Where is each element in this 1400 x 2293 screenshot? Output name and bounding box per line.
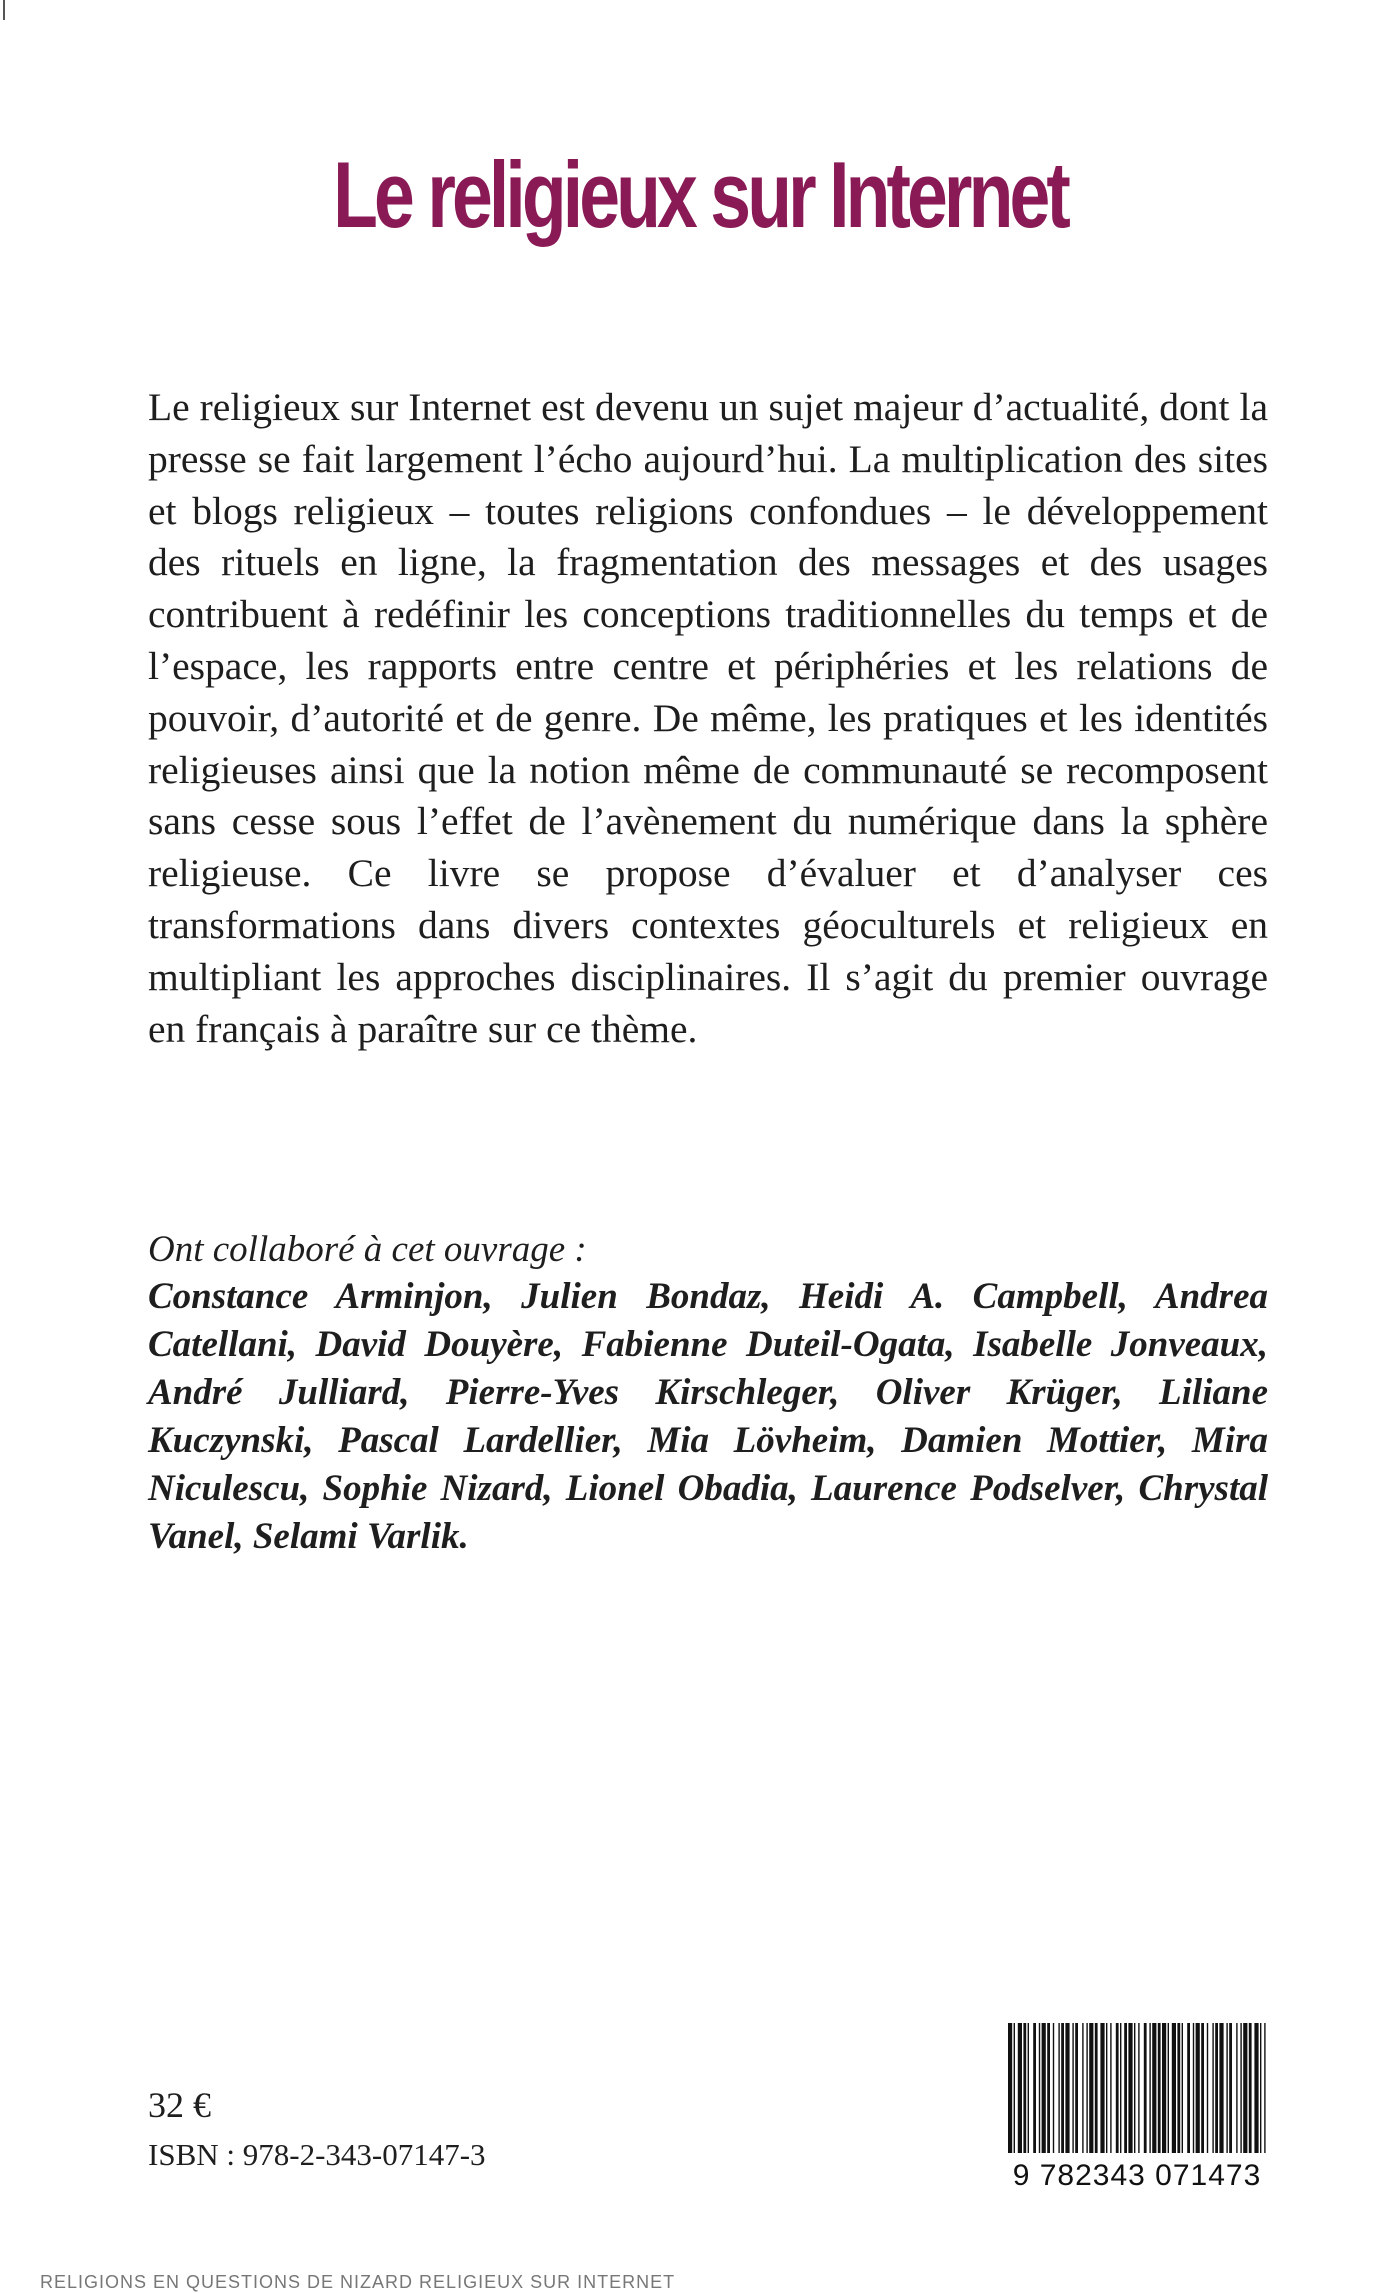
barcode-bars — [1002, 2019, 1272, 2161]
book-title: Le religieux sur Internet — [333, 142, 1067, 247]
barcode-bar — [1168, 2023, 1169, 2153]
barcode-bar — [1116, 2023, 1119, 2153]
barcode-bar — [1260, 2023, 1261, 2153]
barcode-bar — [1172, 2023, 1176, 2153]
barcode-bar — [1018, 2023, 1022, 2153]
barcode-bar — [1023, 2023, 1026, 2153]
barcode-bar — [1047, 2023, 1050, 2153]
barcode-bar — [1134, 2023, 1135, 2153]
barcode-bar — [1177, 2023, 1180, 2153]
barcode-bar — [1042, 2023, 1046, 2153]
barcode-bar — [1100, 2023, 1104, 2153]
barcode-bar — [1254, 2023, 1258, 2153]
isbn: ISBN : 978-2-343-07147-3 — [148, 2137, 486, 2172]
barcode-bar — [1065, 2023, 1069, 2153]
crop-mark — [3, 0, 5, 20]
price: 32 € — [148, 2085, 211, 2125]
barcode-bar — [1226, 2023, 1227, 2153]
barcode-bar — [1187, 2023, 1190, 2153]
barcode-bar — [1124, 2023, 1127, 2153]
barcode-bar — [1264, 2023, 1265, 2153]
barcode-bar — [1072, 2023, 1073, 2153]
barcode — [1002, 2019, 1272, 2197]
barcode-bar — [1008, 2023, 1012, 2153]
barcode-bar — [1144, 2023, 1147, 2153]
barcode-bar — [1162, 2023, 1166, 2153]
barcode-bar — [1058, 2023, 1059, 2153]
barcode-bar — [1086, 2023, 1087, 2153]
barcode-bar — [1120, 2023, 1121, 2153]
barcode-bar — [1110, 2023, 1111, 2153]
abstract-text: Le religieux sur Internet est devenu un sujet majeur d’actualité, dont la presse se fait largement l’écho aujourd’hui. La multiplication des sites et blogs religieux – toutes religions confondues – le développement des rituels en ligne, la fragmentation des messages et des usages contribuent à redéfinir les conceptions traditionnelles du temps et de l’espace, les rapports entre centre et périphéries et les relations de pouvoir, d’autorité et de genre. De même, les pratiques et les identités religieuses ainsi que la notion même de communauté se recomposent sans cesse sous l’effet de l’avènement du numérique dans la sphère religieuse. Ce livre se propose d’évaluer et d’analyser ces transformations dans divers contextes géoculturels et religieux en multipliant les approches disciplinaires. Il s’agit du premier ouvrage en français à paraître sur ce thème. — [148, 385, 1268, 1051]
barcode-bar — [1193, 2023, 1194, 2153]
barcode-bar — [1028, 2023, 1029, 2153]
barcode-bar — [1014, 2023, 1015, 2153]
barcode-bar — [1033, 2023, 1036, 2153]
barcode-bar — [1061, 2023, 1064, 2153]
barcode-bar — [1149, 2023, 1150, 2153]
barcode-bar — [1243, 2023, 1247, 2153]
barcode-digits: 9 782343 071473 — [1012, 2159, 1262, 2192]
barcode-bar — [1128, 2023, 1132, 2153]
bottom-strip-text: RELIGIONS EN QUESTIONS DE NIZARD RELIGIEUX SUR INTERNET — [40, 2272, 676, 2292]
barcode-bar — [1201, 2023, 1204, 2153]
barcode-bar — [1138, 2023, 1139, 2153]
barcode-bar — [1095, 2023, 1098, 2153]
barcode-bar — [1249, 2023, 1252, 2153]
barcode-bar — [1158, 2023, 1161, 2153]
barcode-bar — [1212, 2023, 1213, 2153]
barcode-bar — [1106, 2023, 1107, 2153]
contributors-list: Constance Arminjon, Julien Bondaz, Heidi A. Campbell, Andrea Catellani, David Douyère, Fabienne Duteil-Ogata, Isabelle Jonveaux, André Julliard, Pierre-Yves Kirschleger, Oliver Krüger, Liliane Kuczynski, Pascal Lardellier, Mia Lövheim, Damien Mottier, Mira Niculescu, Sophie Nizard, Lionel Obadia, Laurence Podselver, Chrystal Vanel, Selami Varlik. — [148, 1276, 1268, 1557]
barcode-bar — [1207, 2023, 1208, 2153]
barcode-bar — [1082, 2023, 1083, 2153]
barcode-bar — [1240, 2023, 1241, 2153]
barcode-bar — [1152, 2023, 1156, 2153]
barcode-bar — [1215, 2023, 1218, 2153]
barcode-bar — [1089, 2023, 1093, 2153]
barcode-bar — [1219, 2023, 1223, 2153]
barcode-bar — [1039, 2023, 1040, 2153]
barcode-bar — [1236, 2023, 1237, 2153]
contributors-label: Ont collaboré à cet ouvrage : — [148, 1229, 587, 1270]
barcode-bar — [1053, 2023, 1054, 2153]
barcode-bar — [1229, 2023, 1232, 2153]
barcode-bar — [1075, 2023, 1078, 2153]
barcode-bar — [1182, 2023, 1183, 2153]
barcode-bar — [1196, 2023, 1200, 2153]
